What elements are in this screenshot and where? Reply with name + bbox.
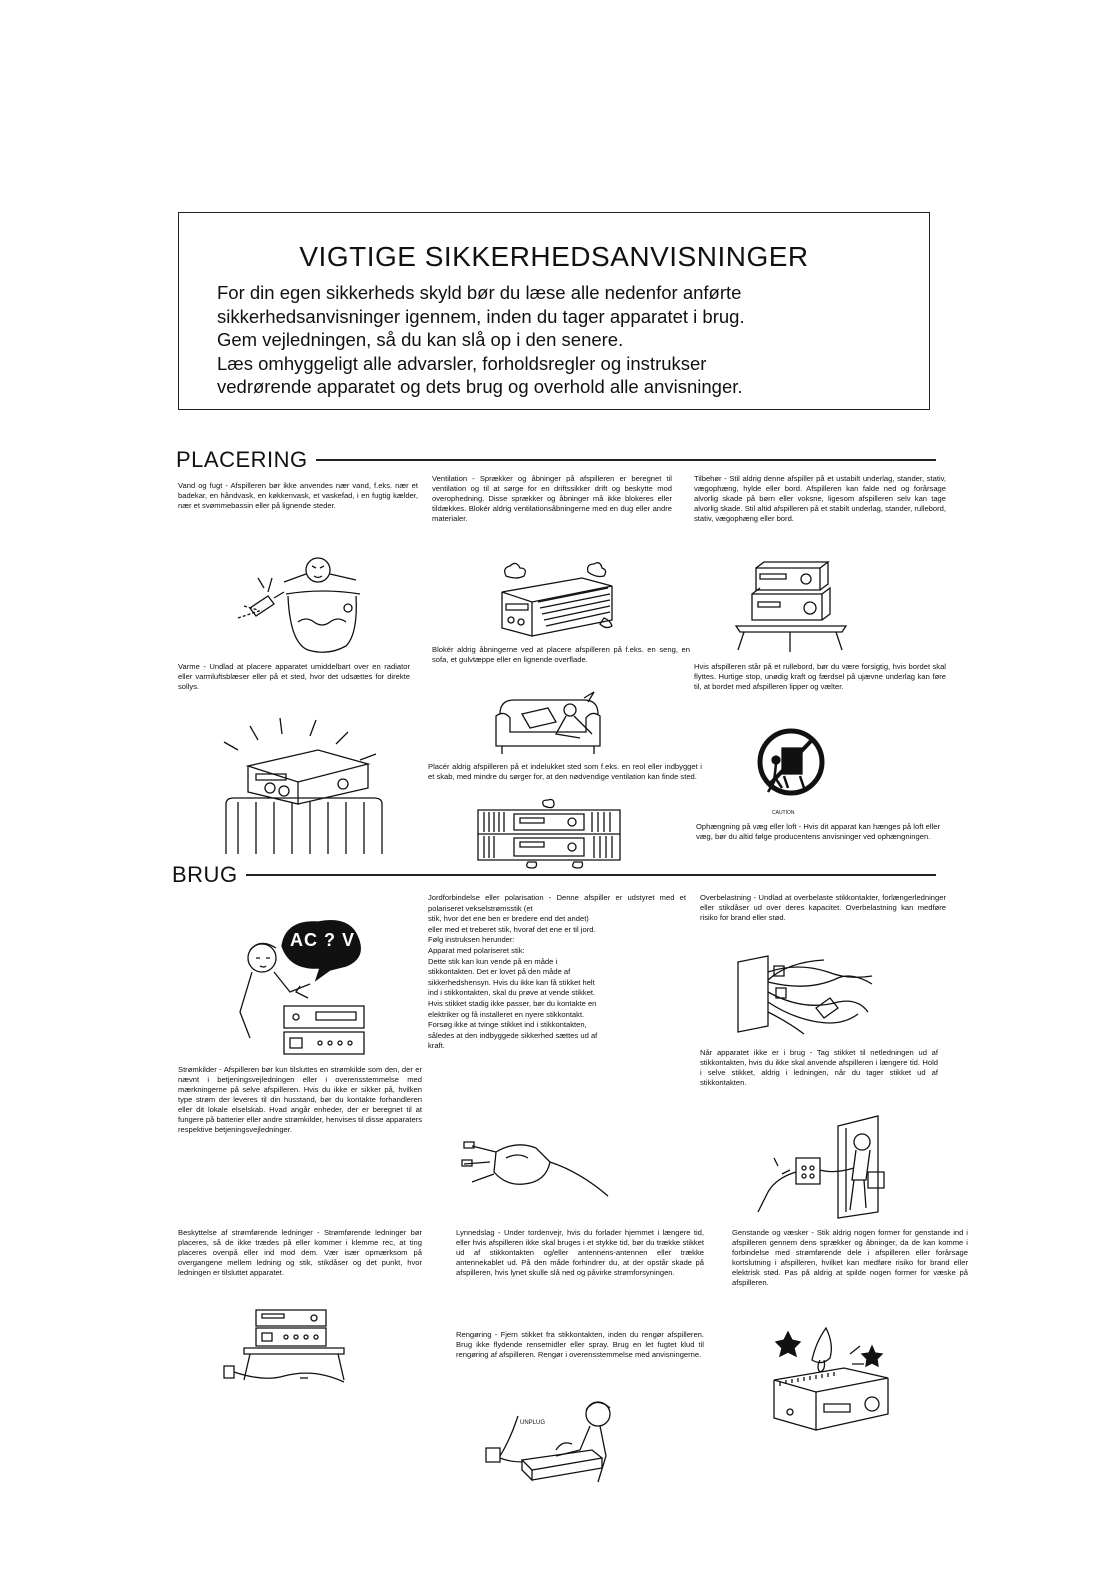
text-jordforbindelse: Jordforbindelse eller polarisation - Denne afspiller er udstyret med et polariseret vekselstrømsstik (et stik, hvor det ene ben er bredere end det andet) eller med et treberet stik, hvoraf det ene er til jord. Følg instruksen herunder: Apparat med polariseret stik: Dette stik kan kun vende på en måde i stikkontakten. Det er lovet på den måde af sikkerhedshensyn. Hvis du ikke kan få stikket helt ind i stikkontakten, skal du prøve at vende stikket. Hvis stikket stadig ikke passer, bør du kontakte en elektriker og få installeret en nyere stikkontakt. Forsøg ikke at tvinge stikket ind i stikkontakten, således at den indbyggede sikkerhed sættes ud af kraft. — [428, 893, 686, 1051]
header-intro — [217, 281, 907, 399]
text-rengoring: Rengøring - Fjern stikket fra stikkontakten, inden du rengør afspilleren. Brug ikke flydende rensemidler eller spray. Brug en let fugtet klud til rengøring af afspilleren. Rengør i overensstemmelse med anvisningerne. — [456, 1330, 704, 1359]
text-beskyttelse: Beskyttelse af strømførende ledninger - Strømførende ledninger bør placeres, så de ikke trædes på eller kommer i klemme rec, at ting placeres ovenpå eller ind mod dem. Vær især opmærksom på overgangene mellem ledning og stik, stikdåser og det punkt, hvor ledningen er tilsluttet apparatet. — [178, 1228, 422, 1277]
section-title: BRUG — [172, 862, 238, 887]
radiator-illustration — [218, 716, 388, 856]
bathtub-illustration — [228, 548, 368, 658]
ventilation-unit-illustration — [494, 562, 618, 644]
power-cord-protection-illustration — [220, 1306, 350, 1386]
text-stromkilder: Strømkilder - Afspilleren bør kun tilsluttes en strømkilde som den, der er nævnt i betjeningsvejledningen eller i overensstemmelse med mærkningerne på selve afspilleren. Hvis du ikke er sikker på, hvilken type strøm der leveres til din husstand, bør du kontakte forhandleren eller dit lokale elselskab. Hvad angår enheder, der er beregnet til at fungere på batterier eller andre strømkilder, henvises til disse apparaters respektive betjeningsvejledninger. — [178, 1065, 422, 1134]
intro-line: Læs omhyggeligt alle advarsler, forholdsregler og instrukser — [217, 352, 707, 374]
section-rule — [316, 459, 936, 461]
unplug-when-unused-illustration — [756, 1112, 916, 1222]
intro-line: vedrørende apparatet og dets brug og overhold alle anvisninger. — [217, 376, 743, 397]
section-rule — [246, 874, 936, 876]
objects-liquids-illustration — [764, 1318, 894, 1438]
text-vand-og-fugt: Vand og fugt - Afspilleren bør ikke anvendes nær vand, f.eks. nær et badekar, en håndvask, en køkkenvask, et vaskefad, i en fugtig kælder, nær et svømmebassin eller på lignende steder. — [178, 481, 418, 510]
text-lynnedslag: Lynnedslag - Under tordenvejr, hvis du forlader hjemmet i længere tid, eller hvis afspilleren ikke skal bruges i et stykke tid, bør du trække stikket ud af stikkontakten og/eller antennens-antennen eller trække antennekablet ud. På den måde forhindrer du, at der opstår skade på afspilleren, hvis lynet skulle slå ned og påvirke strømforsyningen. — [456, 1228, 704, 1277]
text-varme: Varme - Undlad at placere apparatet umiddelbart over en radiator eller varmluftsblæser eller på et sted, hvor det udsættes for direkte sollys. — [178, 662, 410, 691]
text-ophaengning: Ophængning på væg eller loft - Hvis dit apparat kan hænges på loft eller væg, bør du altid følge producentens anvisninger ved ophængningen. — [696, 822, 940, 841]
text-indelukket: Placér aldrig afspilleren på et indelukket sted som f.eks. en reol eller indbygget i et skab, med mindre du sørger for, at den nødvendige ventilation kan finde sted. — [428, 762, 702, 781]
safety-header-box — [178, 212, 930, 410]
text-rullebord: Hvis afspilleren står på et rullebord, bør du være forsigtig, hvis bordet skal flyttes. Hurtige stop, unødig kraft og færdsel på ujævne underlag kan føre til, at bordet med afspilleren lipper og vælter. — [694, 662, 946, 691]
polarized-plug-illustration — [460, 1132, 610, 1198]
caution-label: CAUTION — [772, 810, 795, 816]
text-ikke-i-brug: Når apparatet ikke er i brug - Tag stikket til netledningen ud af stikkontakten, hvis du ikke skal anvende afspilleren i længere tid. Hold i selve stikket, aldrig i ledningen, når du tager stikket ud af stikkontakten. — [700, 1048, 938, 1087]
intro-line: For din egen sikkerheds skyld bør du læse alle nedenfor anførte — [217, 282, 742, 303]
text-tilbehor: Tilbehør - Stil aldrig denne afspiller på et ustabilt underlag, stander, stativ, vægophæng, hylde eller bord. Afspilleren kan falde ned og forårsage alvorlig skade på børn eller voksne, ligesom afspilleren selv kan tage alvorlig skade. Stil altid afspilleren på et stabilt underlag, stander, rullebord, stativ, vægophæng eller bord. — [694, 474, 946, 523]
sofa-illustration — [492, 684, 616, 760]
text-overbelastning: Overbelastning - Undlad at overbelaste stikkontakter, forlængerledninger eller stikdåser ud over deres kapacitet. Overbelastning kan medføre risiko for brand eller stød. — [700, 893, 946, 922]
unplug-label: UNPLUG — [520, 1420, 546, 1426]
section-heading-placering — [176, 447, 936, 473]
cleaning-unplug-illustration — [482, 1394, 632, 1486]
text-genstande: Genstande og væsker - Stik aldrig nogen former for genstande ind i afspilleren gennem dens sprækker og åbninger, da de kan komme i forbindelse med strømførende dele i afspilleren eller forårsage kortslutning i afspilleren, hvilket kan medføre risiko for brand eller elektrisk stød. Pas på aldrig at spilde nogen former for væske på afspilleren. — [732, 1228, 968, 1287]
intro-line: sikkerhedsanvisninger igennem, inden du tager apparatet i brug. — [217, 305, 745, 327]
text-blokering: Blokér aldrig åbningerne ved at placere afspilleren på f.eks. en seng, en sofa, et gulvtæppe eller en lignende overflade. — [432, 645, 690, 664]
caution-tipover-icon — [756, 724, 826, 814]
overloaded-outlet-illustration — [728, 952, 878, 1042]
intro-line: Gem vejledningen, så du kan slå op i den senere. — [217, 329, 624, 350]
unstable-stand-illustration — [730, 560, 850, 656]
text-ventilation: Ventilation - Sprækker og åbninger på afspilleren er beregnet til ventilation og til at sørge for en driftssikker drift og beskytte mod overophedning. Disse sprækker og åbninger må ikke blokeres eller tildækkes. Blokér aldrig ventilationsåbningerne med en dug eller andre materialer. — [432, 474, 672, 523]
section-heading-brug — [172, 862, 936, 888]
section-title: PLACERING — [176, 447, 308, 472]
page-title: VIGTIGE SIKKERHEDSANVISNINGER — [299, 241, 809, 272]
bookshelf-illustration — [474, 800, 624, 868]
ac-voltage-bubble: AC ? V — [290, 930, 356, 950]
